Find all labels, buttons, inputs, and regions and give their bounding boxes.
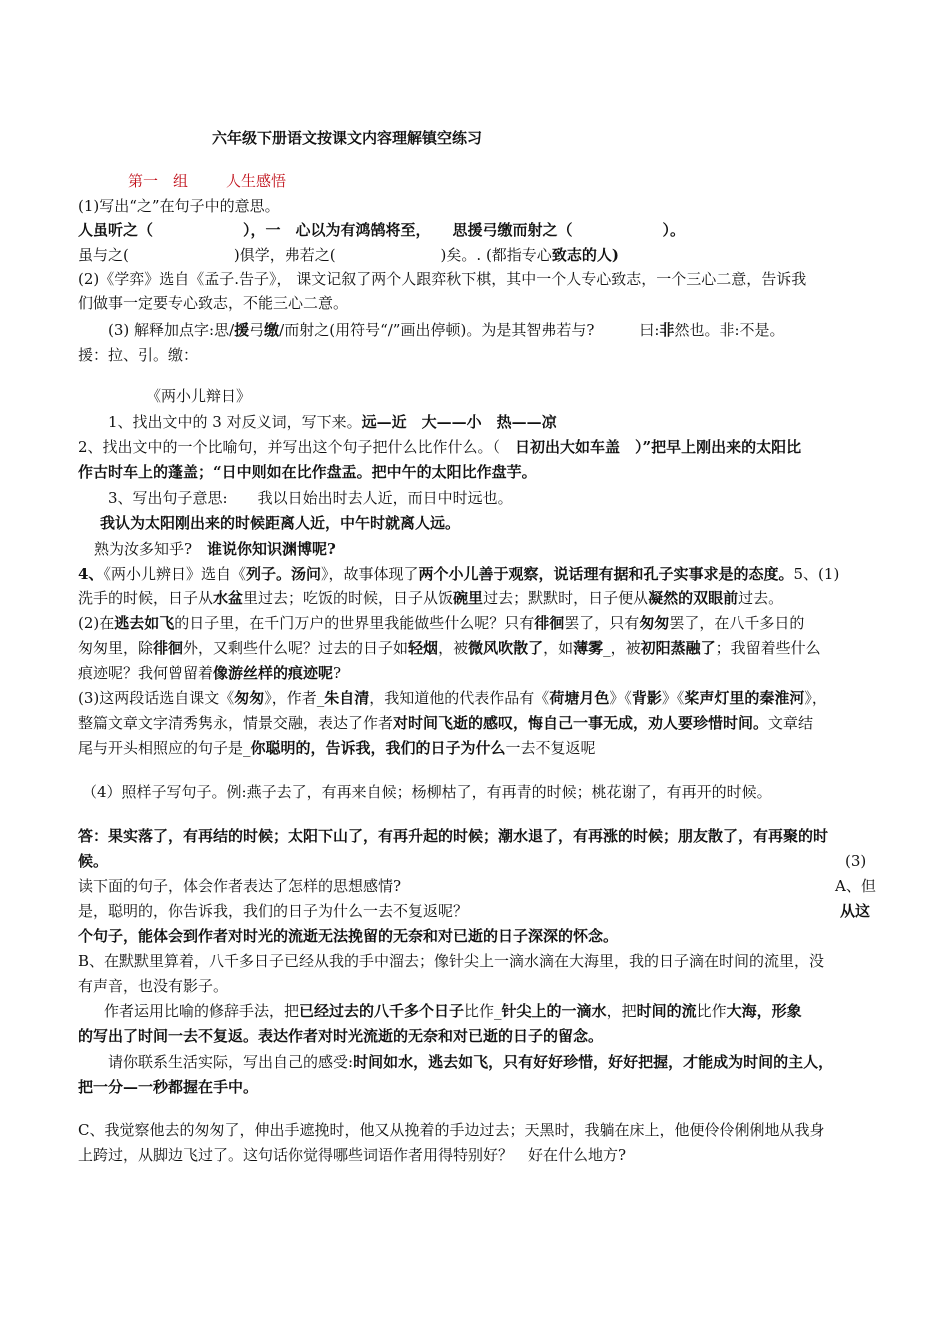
answer-line-1: 答：果实落了，有再结的时候；太阳下山了，有再升起的时候；潮水退了，有再涨的时候；朋友散了，有再聚的时: [78, 827, 829, 845]
answer-text: 针尖上的一滴水: [501, 1002, 607, 1020]
question-1-line-1: [78, 219, 685, 241]
answer-text: 匆匆: [234, 689, 265, 707]
passage-text: 里过去；吃饭的时候，日子从饭: [243, 589, 454, 607]
passage-text: 罢了，只有: [564, 614, 640, 632]
group-heading: [128, 170, 286, 192]
answer-text: 时间的流: [636, 1002, 697, 1020]
item-b-line-2: 有声音，也没有影子。: [78, 977, 229, 995]
group-theme: 人生感悟: [226, 172, 287, 190]
answer-text: 致志的人): [551, 246, 619, 264]
passage-text: 洗手的时候，日子从: [78, 589, 214, 607]
fill-blank-sentence: 虽与之( )俱学，弗若之( )矣。. (都指专心: [78, 246, 552, 264]
answer-text: 逃去如飞: [114, 614, 175, 632]
answer-text: 时间如水，逃去如飞，只有好好珍惜，好好把握，才能成为时间的主人，: [353, 1053, 834, 1071]
item-b-answer: [104, 1000, 802, 1022]
passage-text: 外，又剩些什么呢？过去的日子如: [183, 639, 409, 657]
question-4: （4）照样子写句子。例:燕子去了，有再来自候；杨柳枯了，有再青的时候；桃花谢了，有再开的时候。: [82, 783, 772, 801]
passage-text: 过去；默默时，日子便从: [483, 589, 649, 607]
item-text: 1、找出文中的 3 对反义词，写下来。: [108, 413, 362, 431]
group-number: 第一 组: [128, 172, 189, 190]
passage-text: 作者运用比喻的修辞手法，把: [104, 1002, 300, 1020]
answer-line-2: 候。: [78, 852, 109, 870]
passage-text: 一去不复返呢: [505, 739, 596, 757]
answer-text: 水盆: [213, 589, 244, 607]
passage-text: 罢了，在八千多日的: [669, 614, 805, 632]
passage-text: 请你联系生活实际，写出自己的感受:: [108, 1053, 354, 1071]
passage-text: _，被: [603, 639, 641, 657]
item-a-label: A、但: [835, 877, 876, 895]
item-3-answer: 我认为太阳刚出来的时候距离人近，中午时就离人远。: [100, 514, 461, 532]
item-3-b: [94, 538, 336, 560]
passage-text: ；我留着些什么: [715, 639, 821, 657]
passage-text: 痕迹呢？我何曾留着: [78, 664, 214, 682]
passage-text: 整篇文章文字清秀隽永，情景交融，表达了作者: [78, 714, 394, 732]
passage-text: 》，作者_: [264, 689, 325, 707]
answer-text: 远—近 大——小 热——凉: [361, 413, 557, 431]
answer-text: 背影: [631, 689, 662, 707]
item-a-answer: 个句子，能体会到作者对时光的流逝无法挽留的无奈和对已逝的日子深深的怀念。: [78, 927, 619, 945]
passage-text: 匆匆里，除: [78, 639, 154, 657]
question-3-number: (3): [845, 852, 867, 870]
passage-text: ，把: [606, 1002, 637, 1020]
answer-text: 凝然的双眼前: [648, 589, 739, 607]
answer-text: 从这: [840, 902, 871, 920]
item-3: 3、写出句子意思: 我以日始出时去人近，而日中时远也。: [108, 489, 513, 507]
item-text: 熟为汝多知乎?: [94, 540, 208, 558]
answer-text: 大海，形象: [726, 1002, 802, 1020]
answer-text: 日初出大如车盖 ）”把早上刚出来的太阳比: [515, 438, 802, 456]
answer-text: 桨声灯里的秦淮河: [684, 689, 805, 707]
answer-text: 像游丝样的痕迹呢: [213, 664, 334, 682]
answer-text: 列子。汤问: [245, 565, 321, 583]
item-a-sentence: 是，聪明的，你告诉我，我们的日子为什么一去不复返呢？: [78, 902, 469, 920]
answer-text: 朱自清: [324, 689, 370, 707]
question-3: [108, 319, 785, 341]
page-title: 六年级下册语文按课文内容理解镇空练习: [212, 129, 483, 147]
passage-text: 比作_: [464, 1002, 502, 1020]
item-number: 4、: [78, 565, 104, 583]
passage-text: 过去。: [738, 589, 784, 607]
item-text: 《两小儿辨日》选自《: [103, 565, 246, 583]
passage-2-line-1: [78, 612, 804, 634]
answer-text: 你聪明的，告诉我，我们的日子为什么: [250, 739, 506, 757]
passage-text: 尾与开头相照应的句子是_: [78, 739, 251, 757]
answer-text: 两个小儿善于观察，说话理有据和孔子实事求是的态度。: [418, 565, 794, 583]
feeling-prompt: [108, 1051, 833, 1073]
answer-text: 已经过去的八千多个日子: [299, 1002, 465, 1020]
question-2-line-1: (2)《学弈》选自《孟子.告子》， 课文记叙了两个人跟弈秋下棋，其中一个人专心致志，一个三心二意，告诉我: [78, 270, 807, 288]
passage-text: 的日子里，在千门万户的世界里我能做些什么呢？只有: [174, 614, 535, 632]
passage-text: 文章结: [768, 714, 814, 732]
item-2: [78, 436, 801, 458]
answer-text: 薄雾: [573, 639, 604, 657]
passage-text: 》《: [609, 689, 632, 707]
item-c-line-2: 上跨过，从脚边飞过了。这句话你觉得哪些词语作者用得特别好？ 好在什么地方?: [78, 1146, 627, 1164]
q3-text: 弓: [249, 321, 265, 339]
passage-text: ，被: [438, 639, 469, 657]
answer-text: 轻烟: [408, 639, 439, 657]
q3-text: 然也。非:不是。: [674, 321, 785, 339]
answer-text: 对时间飞逝的感叹，悔自己一事无成，劝人要珍惜时间。: [393, 714, 769, 732]
question-1-line-2: [78, 244, 619, 266]
question-2-line-2: 们做事一定要专心致志，不能三心二意。: [78, 294, 349, 312]
answer-text: 徘徊: [534, 614, 565, 632]
answer-text: 初阳蒸融了: [640, 639, 716, 657]
q3-text: (3) 解释加点字:思/: [108, 321, 235, 339]
passage-text: 》，: [804, 689, 827, 707]
item-b-answer-line-2: 的写出了时间一去不复返。表达作者对时光流逝的无奈和对已逝的日子的留念。: [78, 1027, 604, 1045]
item-text: 5、(1): [793, 565, 840, 583]
answer-text: 徘徊: [153, 639, 184, 657]
passage-text: ?: [333, 664, 342, 682]
fill-blank-sentence: 人虽听之（ ），一 心以为有鸿鹄将至，: [78, 221, 431, 239]
passage-text: ，如: [543, 639, 574, 657]
item-4: [78, 563, 839, 585]
q3-text: /而射之(用符号“/”画出停顿)。为是其智弗若与? 曰:: [279, 321, 660, 339]
answer-text: 碗里: [453, 589, 484, 607]
item-text: 》，故事体现了: [320, 565, 419, 583]
item-1: [108, 411, 557, 433]
passage-3-line-1: [78, 687, 827, 709]
answer-text: 谁说你知识渊博呢?: [207, 540, 336, 558]
answer-text: 微风吹散了: [468, 639, 544, 657]
item-text: 2、找出文中的一个比喻句，并写出这个句子把什么比作什么。（: [78, 438, 516, 456]
passage-3-line-2: [78, 712, 813, 734]
passage-text: ，我知道他的代表作品有《: [369, 689, 550, 707]
fill-blank-sentence: 思援弓缴而射之（ ）。: [452, 221, 686, 239]
dotted-char: 非: [659, 321, 675, 339]
item-c-line-1: C、我觉察他去的匆匆了，伸出手遮挽时，他又从挽着的手边过去；天黑时，我躺在床上，他便伶伶俐俐地从我身: [78, 1121, 825, 1139]
passage-text: 比作: [696, 1002, 727, 1020]
passage-text: (3)这两段话选自课文《: [78, 689, 235, 707]
lesson-title: 《两小儿辩日》: [146, 387, 252, 405]
passage-text: 》《: [661, 689, 685, 707]
item-2-line-2: 作古时车上的蓬盖；“日中则如在比作盘盂。把中午的太阳比作盘芋。: [78, 463, 537, 481]
passage-1: [78, 587, 783, 609]
item-b-line-1: B、在默默里算着，八千多日子已经从我的手中溜去；像针尖上一滴水滴在大海里，我的日子滴在时间的流里，没: [78, 952, 825, 970]
dotted-char: 缴: [264, 321, 280, 339]
passage-text: (2)在: [78, 614, 115, 632]
answer-text: 匆匆: [639, 614, 670, 632]
question-1: (1)写出“之”在句子中的意思。: [78, 197, 280, 215]
passage-3-line-3: [78, 737, 596, 759]
passage-2-line-3: [78, 662, 341, 684]
read-instruction: 读下面的句子，体会作者表达了怎样的思想感情?: [78, 877, 402, 895]
dotted-char: 援: [234, 321, 250, 339]
feeling-answer-line-2: 把一分—一秒都握在手中。: [78, 1078, 259, 1096]
passage-2-line-2: [78, 637, 821, 659]
question-3-line-2: 援：拉、引。缴：: [78, 346, 199, 364]
answer-text: 荷塘月色: [549, 689, 610, 707]
